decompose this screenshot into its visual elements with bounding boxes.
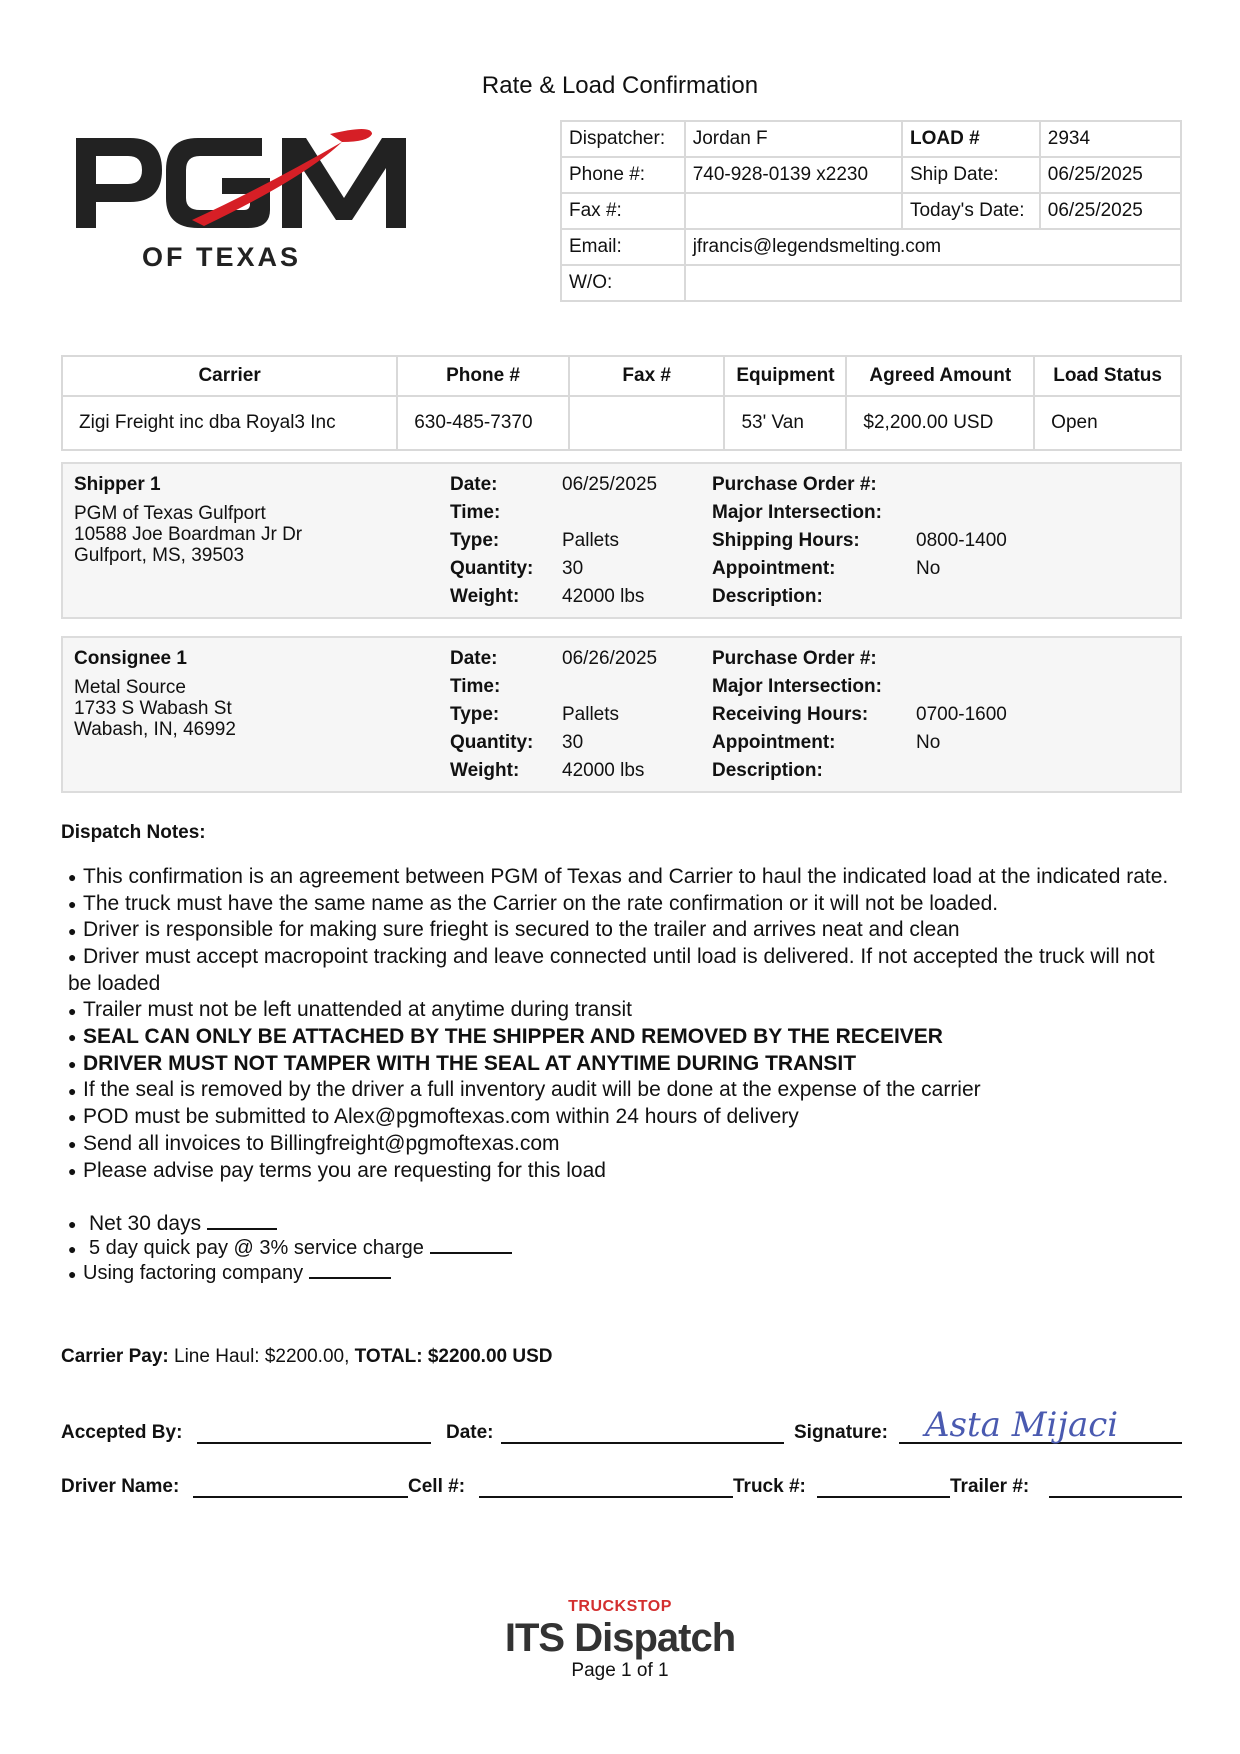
- bullet-icon: ●: [68, 1241, 77, 1258]
- list-item: [61, 1024, 1182, 1051]
- list-item: [61, 1212, 512, 1236]
- email-value: jfrancis@legendsmelting.com: [685, 229, 1181, 265]
- driver-row: [61, 1472, 1182, 1502]
- truckstop-brand: TRUCKSTOP: [568, 1598, 672, 1615]
- shipper-address: [74, 503, 302, 566]
- consignee-appointment-label: Appointment:: [712, 732, 836, 753]
- list-item: [61, 1104, 1182, 1131]
- consignee-quantity-label: Quantity:: [450, 732, 534, 753]
- shipper-date-label: Date:: [450, 474, 498, 495]
- bullet-icon: ●: [68, 1002, 77, 1019]
- list-item: [61, 1158, 1182, 1185]
- pgm-logo: [72, 128, 452, 278]
- consignee-address-line: Wabash, IN, 46992: [74, 719, 236, 740]
- shipper-address-line: PGM of Texas Gulfport: [74, 503, 266, 524]
- phone-value: 740-928-0139 x2230: [685, 157, 902, 193]
- receiving-hours-label: Receiving Hours:: [712, 704, 869, 725]
- list-item: [61, 1131, 1182, 1158]
- shipper-appointment: No: [916, 558, 941, 579]
- note-text: SEAL CAN ONLY BE ATTACHED BY THE SHIPPER AND REMOVED BY THE RECEIVER: [83, 1025, 943, 1049]
- note-text: Send all invoices to Billingfreight@pgmoftexas.com: [83, 1131, 560, 1155]
- driver-name-field[interactable]: [193, 1496, 408, 1498]
- its-dispatch-logo: [0, 1598, 1240, 1660]
- list-item: [61, 864, 1182, 891]
- list-item: [61, 891, 1182, 918]
- term-blank[interactable]: [430, 1238, 512, 1254]
- consignee-time-label: Time:: [450, 676, 501, 697]
- carrier-header: Carrier: [62, 356, 397, 396]
- shipper-block: [61, 462, 1182, 619]
- pay-total: TOTAL: $2200.00 USD: [354, 1346, 553, 1367]
- note-text: If the seal is removed by the driver a full inventory audit will be done at the expense of the carrier: [83, 1078, 981, 1102]
- shipper-weight-label: Weight:: [450, 586, 520, 607]
- truck-label: Truck #:: [733, 1476, 806, 1497]
- consignee-type: Pallets: [562, 704, 620, 725]
- shipper-description-label: Description:: [712, 586, 823, 607]
- agreed-amount-value: $2,200.00 USD: [846, 396, 1034, 450]
- acceptance-row: [61, 1405, 1182, 1448]
- term-blank[interactable]: [207, 1214, 277, 1230]
- date-label: Date:: [446, 1422, 494, 1443]
- phone-label: Phone #:: [561, 157, 685, 193]
- fax-label: Fax #:: [561, 193, 685, 229]
- ship-date-value: 06/25/2025: [1040, 157, 1181, 193]
- shipper-address-line: 10588 Joe Boardman Jr Dr: [74, 524, 303, 545]
- note-text: Trailer must not be left unattended at anytime during transit: [83, 998, 633, 1022]
- carrier-pay: [61, 1346, 552, 1368]
- carrier-phone-header: Phone #: [397, 356, 569, 396]
- bullet-icon: ●: [68, 869, 77, 886]
- shipper-address-line: Gulfport, MS, 39503: [74, 545, 245, 566]
- note-text: POD must be submitted to Alex@pgmoftexas.com within 24 hours of delivery: [83, 1105, 799, 1129]
- note-text: DRIVER MUST NOT TAMPER WITH THE SEAL AT ANYTIME DURING TRANSIT: [83, 1051, 857, 1075]
- pay-terms-list: [61, 1212, 512, 1286]
- email-label: Email:: [561, 229, 685, 265]
- load-status-value: Open: [1034, 396, 1181, 450]
- consignee-appointment: No: [916, 732, 941, 753]
- list-item: [61, 1077, 1182, 1104]
- term-text: Using factoring company: [83, 1262, 304, 1285]
- document-title: Rate & Load Confirmation: [481, 72, 759, 99]
- svg-text:Asta Mijaci: Asta Mijaci: [925, 1405, 1119, 1445]
- carrier-fax: [569, 396, 725, 450]
- consignee-weight: 42000 lbs: [562, 760, 645, 781]
- note-text: Driver must accept macropoint tracking and leave connected until load is delivered. If not accepted the truck will not be loaded: [68, 945, 1155, 995]
- wo-label: W/O:: [561, 265, 685, 301]
- bullet-icon: ●: [68, 1216, 77, 1233]
- list-item: [61, 1051, 1182, 1078]
- todays-date-value: 06/25/2025: [1040, 193, 1181, 229]
- term-blank[interactable]: [309, 1263, 391, 1279]
- ship-date-label: Ship Date:: [902, 157, 1040, 193]
- equipment-header: Equipment: [724, 356, 846, 396]
- consignee-intersection-label: Major Intersection:: [712, 676, 882, 697]
- bullet-icon: ●: [68, 895, 77, 912]
- consignee-title: Consignee 1: [74, 648, 187, 669]
- bullet-icon: ●: [68, 1162, 77, 1179]
- consignee-date-label: Date:: [450, 648, 498, 669]
- logo-subtext: OF TEXAS: [142, 242, 302, 272]
- dispatch-notes-title: Dispatch Notes:: [61, 822, 206, 843]
- consignee-date: 06/26/2025: [562, 648, 658, 669]
- shipper-type: Pallets: [562, 530, 620, 551]
- shipper-weight: 42000 lbs: [562, 586, 645, 607]
- trailer-label: Trailer #:: [950, 1476, 1030, 1497]
- note-text: The truck must have the same name as the Carrier on the rate confirmation or it will not be loaded.: [83, 891, 999, 915]
- load-status-header: Load Status: [1034, 356, 1181, 396]
- accepted-by-label: Accepted By:: [61, 1422, 183, 1443]
- shipper-intersection-label: Major Intersection:: [712, 502, 882, 523]
- bullet-icon: ●: [68, 1136, 77, 1153]
- cell-field[interactable]: [479, 1496, 733, 1498]
- trailer-field[interactable]: [1049, 1496, 1182, 1498]
- shipper-po-label: Purchase Order #:: [712, 474, 877, 495]
- bullet-icon: ●: [68, 1055, 77, 1072]
- carrier-phone: 630-485-7370: [397, 396, 569, 450]
- truck-field[interactable]: [817, 1496, 950, 1498]
- accepted-by-field[interactable]: [197, 1442, 431, 1444]
- cell-label: Cell #:: [408, 1476, 466, 1497]
- consignee-address-line: Metal Source: [74, 677, 186, 698]
- shipping-hours-label: Shipping Hours:: [712, 530, 860, 551]
- shipper-quantity: 30: [562, 558, 584, 579]
- agreed-amount-header: Agreed Amount: [846, 356, 1034, 396]
- list-item: [61, 944, 1182, 997]
- note-text: Driver is responsible for making sure frieght is secured to the trailer and arrives neat and clean: [83, 918, 960, 942]
- bullet-icon: ●: [68, 1082, 77, 1099]
- consignee-description-label: Description:: [712, 760, 823, 781]
- consignee-po-label: Purchase Order #:: [712, 648, 877, 669]
- receiving-hours: 0700-1600: [916, 704, 1007, 725]
- dispatcher-label: Dispatcher:: [561, 121, 685, 157]
- list-item: [61, 1236, 512, 1261]
- carrier-name: Zigi Freight inc dba Royal3 Inc: [62, 396, 397, 450]
- date-field[interactable]: [501, 1442, 784, 1444]
- dispatch-info-table: [560, 120, 1182, 302]
- table-row: [62, 396, 1181, 450]
- bullet-icon: ●: [68, 922, 77, 939]
- signature-label: Signature:: [794, 1422, 888, 1443]
- handwritten-signature: [921, 1392, 1119, 1462]
- consignee-quantity: 30: [562, 732, 584, 753]
- dispatch-notes-list: [61, 864, 1182, 1184]
- list-item: [61, 997, 1182, 1024]
- dispatcher-value: Jordan F: [685, 121, 902, 157]
- list-item: [61, 917, 1182, 944]
- line-haul: Line Haul: $2200.00,: [174, 1346, 350, 1367]
- note-text: Please advise pay terms you are requesting for this load: [83, 1158, 606, 1182]
- equipment-value: 53' Van: [724, 396, 846, 450]
- carrier-table: [61, 355, 1182, 451]
- consignee-address: [74, 677, 236, 740]
- consignee-block: [61, 636, 1182, 793]
- bullet-icon: ●: [68, 1265, 77, 1282]
- fax-value: [685, 193, 902, 229]
- todays-date-label: Today's Date:: [902, 193, 1040, 229]
- consignee-address-line: 1733 S Wabash St: [74, 698, 232, 719]
- wo-value: [685, 265, 1181, 301]
- carrier-fax-header: Fax #: [569, 356, 725, 396]
- shipper-quantity-label: Quantity:: [450, 558, 534, 579]
- shipping-hours: 0800-1400: [916, 530, 1007, 551]
- consignee-type-label: Type:: [450, 704, 500, 725]
- driver-name-label: Driver Name:: [61, 1476, 180, 1497]
- load-label: LOAD #: [902, 121, 1040, 157]
- load-value: 2934: [1040, 121, 1181, 157]
- note-text: This confirmation is an agreement between PGM of Texas and Carrier to haul the indicated load at the indicated rate.: [83, 865, 1169, 888]
- list-item: [61, 1261, 512, 1286]
- page-number: Page 1 of 1: [571, 1660, 669, 1681]
- its-dispatch-brand: ITS Dispatch: [504, 1616, 736, 1660]
- bullet-icon: ●: [68, 949, 77, 966]
- bullet-icon: ●: [68, 1029, 77, 1046]
- term-text: Net 30 days: [89, 1212, 202, 1235]
- shipper-title: Shipper 1: [74, 474, 161, 495]
- carrier-pay-label: Carrier Pay:: [61, 1346, 169, 1367]
- shipper-date: 06/25/2025: [562, 474, 658, 495]
- consignee-weight-label: Weight:: [450, 760, 520, 781]
- shipper-appointment-label: Appointment:: [712, 558, 836, 579]
- term-text: 5 day quick pay @ 3% service charge: [89, 1237, 424, 1260]
- bullet-icon: ●: [68, 1109, 77, 1126]
- shipper-type-label: Type:: [450, 530, 500, 551]
- shipper-time-label: Time:: [450, 502, 501, 523]
